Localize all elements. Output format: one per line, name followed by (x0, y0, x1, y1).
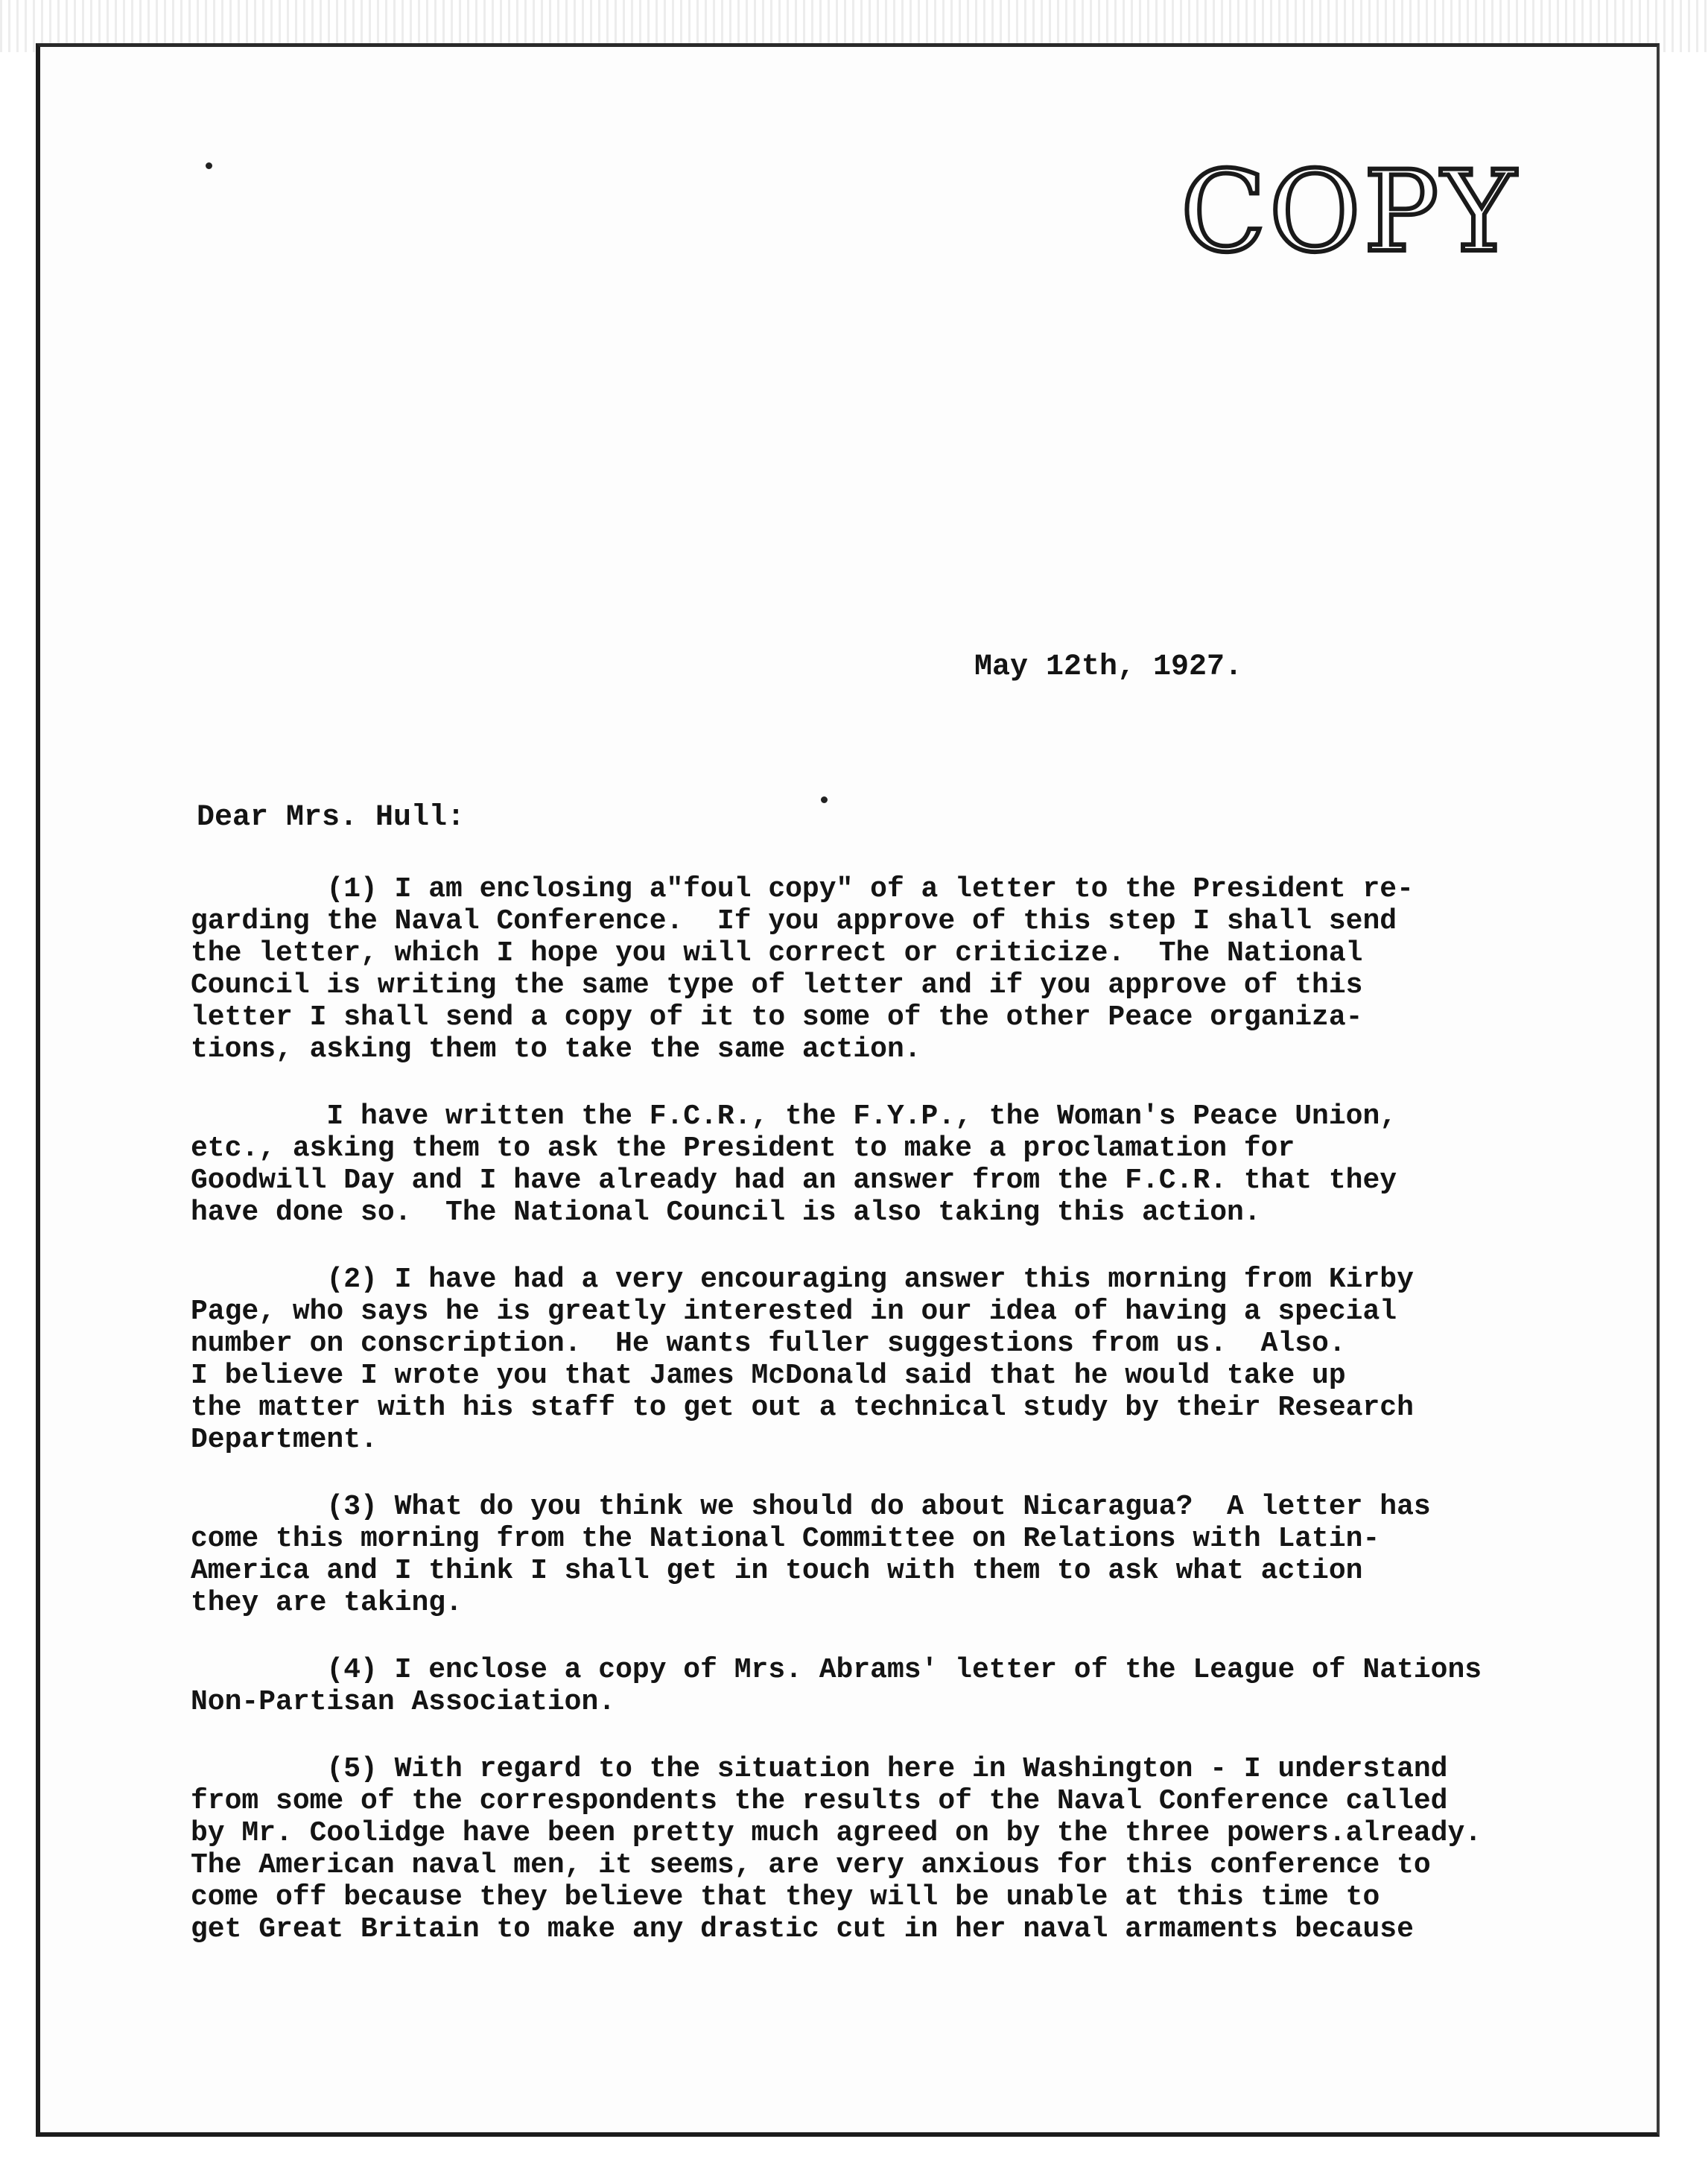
paragraph-1 (191, 873, 1606, 1065)
text-line: (3) What do you think we should do about Nicaragua? A letter has (191, 1491, 1431, 1523)
text-line: Department. (191, 1424, 378, 1456)
text-line: come off because they believe that they will be unable at this time to (191, 1881, 1380, 1913)
text-line: the letter, which I hope you will correct or criticize. The National (191, 937, 1363, 969)
text-line: Council is writing the same type of letter and if you approve of this (191, 969, 1363, 1001)
text-line: (4) I enclose a copy of Mrs. Abrams' letter of the League of Nations (191, 1654, 1482, 1686)
paragraph-5 (191, 1654, 1606, 1718)
text-line: get Great Britain to make any drastic cut in her naval armaments because (191, 1913, 1414, 1945)
margin-dot (206, 162, 212, 169)
text-line: I have written the F.C.R., the F.Y.P., the Woman's Peace Union, (191, 1100, 1397, 1132)
text-line: Page, who says he is greatly interested in our idea of having a special (191, 1296, 1397, 1328)
text-line: the matter with his staff to get out a technical study by their Research (191, 1392, 1414, 1424)
text-line: I believe I wrote you that James McDonald said that he would take up (191, 1360, 1346, 1392)
text-line: number on conscription. He wants fuller suggestions from us. Also. (191, 1328, 1346, 1360)
text-line: America and I think I shall get in touch with them to ask what action (191, 1555, 1363, 1587)
text-line: Non-Partisan Association. (191, 1686, 616, 1718)
paragraph-6 (191, 1753, 1606, 1945)
text-line: they are taking. (191, 1587, 463, 1619)
text-line: have done so. The National Council is also taking this action. (191, 1197, 1261, 1229)
paragraph-3 (191, 1264, 1606, 1456)
text-line: (2) I have had a very encouraging answer this morning from Kirby (191, 1264, 1414, 1296)
text-line: come this morning from the National Committee on Relations with Latin- (191, 1523, 1380, 1555)
letter-body (191, 873, 1606, 1980)
salutation: Dear Mrs. Hull: (197, 801, 466, 834)
text-line: garding the Naval Conference. If you approve of this step I shall send (191, 905, 1397, 937)
margin-dot (821, 796, 828, 803)
copy-stamp: COPY (1181, 148, 1519, 277)
text-line: tions, asking them to take the same action. (191, 1033, 921, 1065)
text-line: from some of the correspondents the results of the Naval Conference called (191, 1785, 1448, 1817)
text-line: Goodwill Day and I have already had an answer from the F.C.R. that they (191, 1164, 1397, 1197)
text-line: etc., asking them to ask the President to make a proclamation for (191, 1132, 1295, 1164)
text-line: by Mr. Coolidge have been pretty much agreed on by the three powers.already. (191, 1817, 1482, 1849)
letter-date: May 12th, 1927. (974, 650, 1243, 684)
text-line: (1) I am enclosing a"foul copy" of a letter to the President re- (191, 873, 1414, 905)
text-line: letter I shall send a copy of it to some of the other Peace organiza- (191, 1001, 1363, 1033)
paragraph-4 (191, 1491, 1606, 1619)
text-line: The American naval men, it seems, are very anxious for this conference to (191, 1849, 1431, 1881)
paragraph-2 (191, 1100, 1606, 1229)
text-line: (5) With regard to the situation here in Washington - I understand (191, 1753, 1448, 1785)
